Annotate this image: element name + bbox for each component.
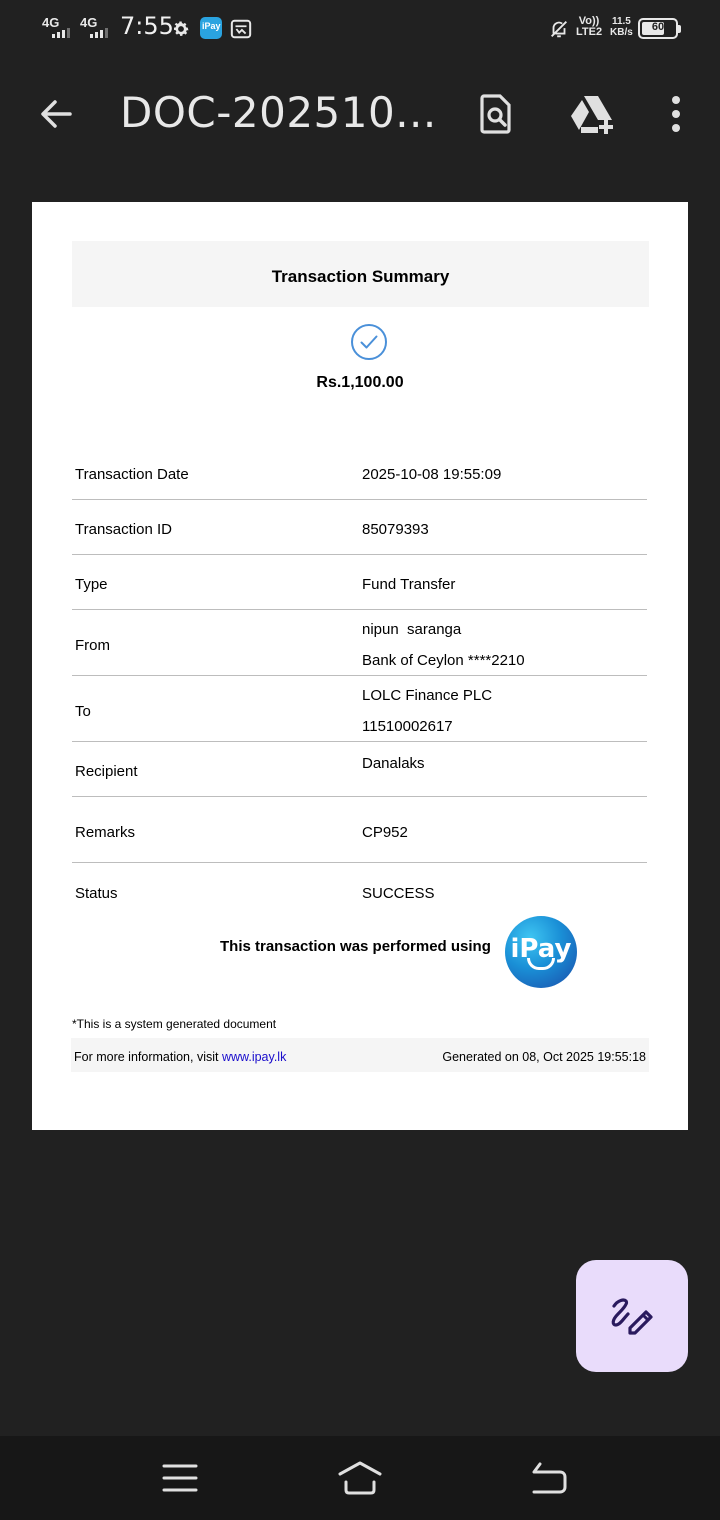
row-value: LOLC Finance PLC (362, 687, 493, 704)
row-value: Fund Transfer (362, 576, 456, 593)
row-value: Danalaks (362, 755, 425, 772)
generated-date: Generated on 08, Oct 2025 19:55:18 (442, 1050, 646, 1064)
system-generated-note: *This is a system generated document (72, 1017, 277, 1031)
row-transaction-id (72, 500, 647, 555)
edit-fab-button[interactable] (576, 1260, 688, 1372)
document-page[interactable] (32, 202, 688, 1130)
notifications-off-icon (548, 18, 570, 40)
ipay-link[interactable]: www.ipay.lk (221, 1050, 287, 1064)
back-icon[interactable] (526, 1458, 570, 1498)
ipay-notification-icon: iPay (200, 17, 222, 39)
footer-info: For more information, visit www.ipay.lk (74, 1050, 287, 1064)
row-to (72, 676, 647, 742)
summary-header (72, 241, 649, 307)
row-label: Status (75, 885, 118, 902)
signal-icon-2 (90, 28, 108, 38)
row-label: Type (75, 576, 108, 593)
row-remarks (72, 797, 647, 863)
document-title: DOC-202510... (120, 88, 437, 137)
row-recipient (72, 742, 647, 797)
battery-level: 60 (651, 21, 665, 33)
menu-icon[interactable] (158, 1458, 202, 1498)
navigation-bar (0, 1436, 720, 1520)
network-type-1: 4G (42, 15, 60, 30)
performed-text: This transaction was performed using (220, 938, 491, 955)
row-value: nipun saranga (362, 621, 462, 638)
document-search-icon[interactable] (474, 92, 518, 136)
volte-indicator: Vo)) LTE2 (576, 15, 603, 38)
app-bar (0, 56, 720, 174)
battery-icon (638, 18, 678, 39)
row-type (72, 555, 647, 610)
arrow-left-icon[interactable] (36, 94, 76, 134)
settings-icon (171, 19, 191, 39)
signal-icon-1 (52, 28, 70, 38)
row-status (72, 863, 647, 919)
home-icon[interactable] (336, 1458, 384, 1498)
document-footer (71, 1038, 649, 1072)
network-type-2: 4G (80, 15, 98, 30)
row-from (72, 610, 647, 676)
row-label: Recipient (75, 763, 138, 780)
row-transaction-date (72, 444, 647, 500)
status-bar (0, 0, 720, 56)
draw-edit-icon (608, 1292, 656, 1340)
row-label: Transaction ID (75, 521, 172, 538)
row-label: Transaction Date (75, 466, 189, 483)
clock: 7:55 (120, 12, 174, 40)
performed-using (32, 914, 688, 990)
check-circle-icon (350, 323, 388, 361)
drive-add-icon[interactable] (568, 92, 618, 136)
row-value: CP952 (362, 824, 408, 841)
row-value: 85079393 (362, 521, 429, 538)
row-label: To (75, 703, 91, 720)
network-speed: 11.5 KB/s (610, 16, 633, 38)
more-vert-icon[interactable] (662, 92, 690, 136)
row-value-secondary: 11510002617 (362, 718, 453, 735)
amount: Rs.1,100.00 (316, 374, 404, 391)
ipay-logo: iPay (505, 916, 577, 988)
row-value: 2025-10-08 19:55:09 (362, 466, 502, 483)
transaction-details (72, 444, 647, 919)
row-label: Remarks (75, 824, 136, 841)
row-label: From (75, 637, 110, 654)
row-value: SUCCESS (362, 885, 435, 902)
gallery-notification-icon (230, 18, 252, 40)
summary-title: Transaction Summary (271, 267, 450, 286)
row-value-secondary: Bank of Ceylon ****2210 (362, 652, 525, 669)
